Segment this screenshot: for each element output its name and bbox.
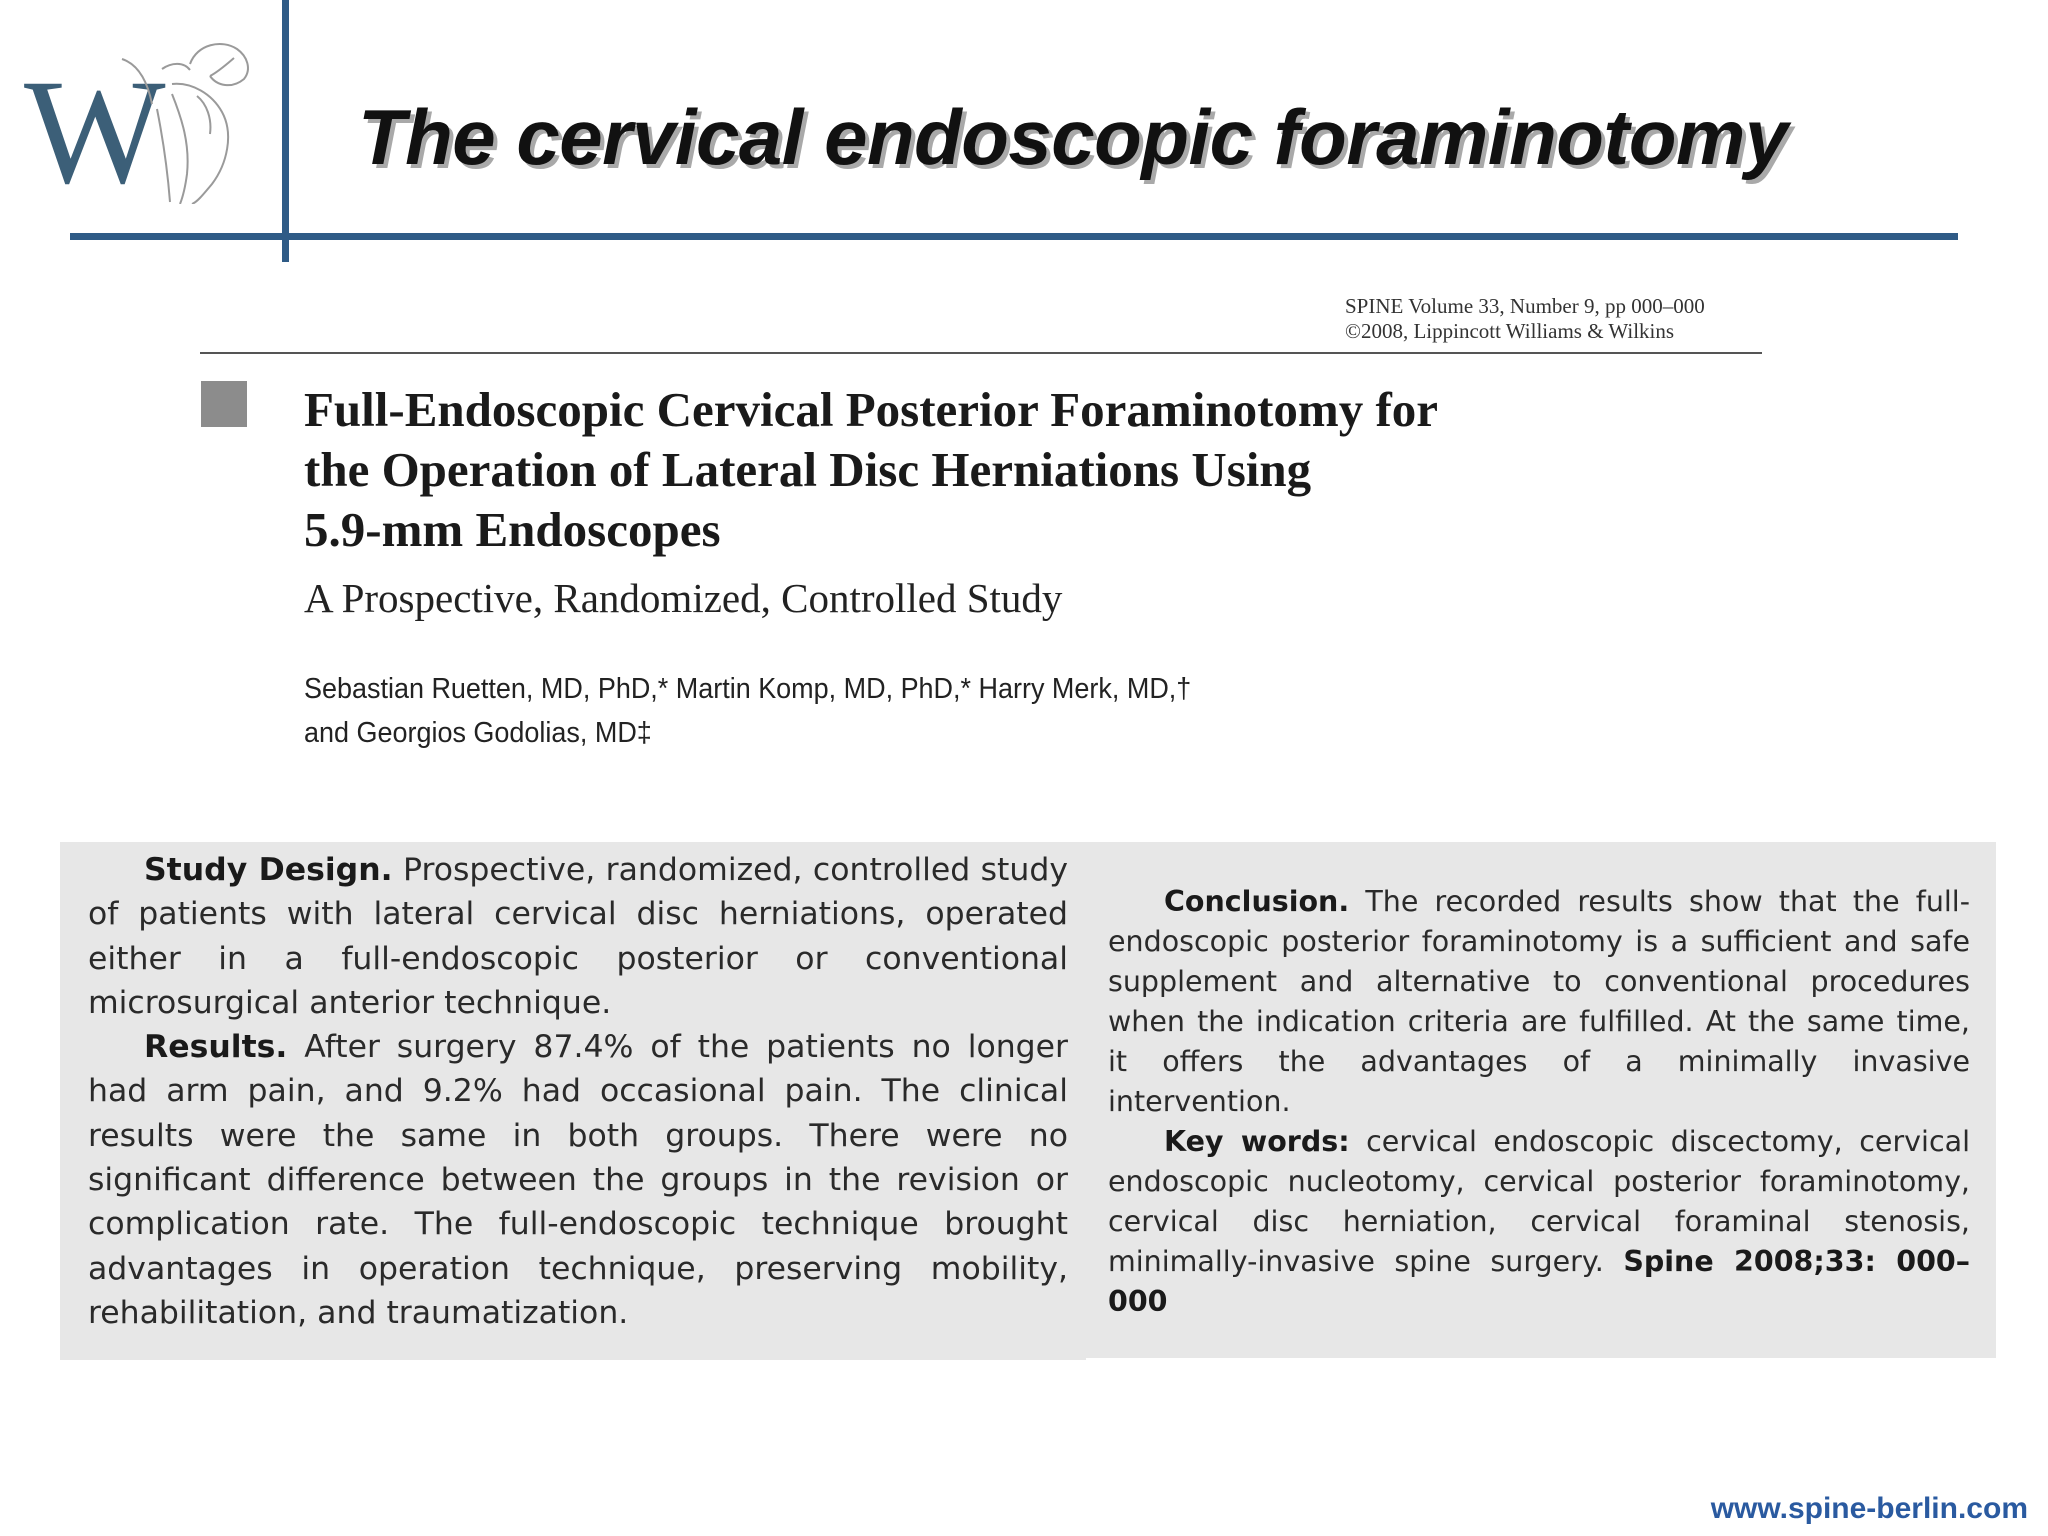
conclusion-label: Conclusion.: [1164, 885, 1350, 918]
study-design-label: Study Design.: [144, 852, 393, 888]
article-title: [304, 380, 1438, 560]
author-line: and Georgios Godolias, MD‡: [304, 717, 652, 749]
article-rule: [200, 352, 1762, 354]
citation-text: Spine 2008;33: 000–000: [1108, 1245, 1970, 1318]
logo-letter: W: [24, 49, 166, 204]
author-line: Sebastian Ruetten, MD, PhD,* Martin Komp, MD, PhD,* Harry Merk, MD,†: [304, 673, 1192, 705]
abstract-column-left: [88, 848, 1068, 1335]
study-design-text: Prospective, randomized, controlled study of patients with lateral cervical disc herniations, operated either in a full-endoscopic posterior or conventional microsurgical anterior technique.: [88, 852, 1069, 1021]
article-title-line: the Operation of Lateral Disc Herniations Using: [304, 442, 1312, 497]
website-link[interactable]: www.spine-berlin.com: [1710, 1492, 2028, 1525]
spine-logo: [22, 24, 282, 204]
results-text: After surgery 87.4% of the patients no longer had arm pain, and 9.2% had occasional pain. The clinical results were the same in both groups. There were no significant difference between the groups in the revision or complication rate. The full-endoscopic technique brought advantages in operation technique, preserving mobility, rehabilitation, and traumatization.: [88, 1029, 1069, 1331]
results-paragraph: [88, 1025, 1068, 1335]
article-subtitle: A Prospective, Randomized, Controlled Study: [304, 575, 1063, 621]
study-design-paragraph: [88, 848, 1068, 1025]
key-words-label: Key words:: [1164, 1125, 1350, 1158]
article-title-line: 5.9-mm Endoscopes: [304, 502, 721, 557]
section-square-marker: [201, 381, 247, 427]
conclusion-paragraph: [1108, 882, 1970, 1122]
abstract-column-right: [1108, 882, 1970, 1322]
article-title-line: Full-Endoscopic Cervical Posterior Foraminotomy for: [304, 382, 1439, 437]
header-horizontal-rule: [70, 233, 1958, 240]
key-words-paragraph: [1108, 1122, 1970, 1322]
article-authors: [304, 667, 1191, 755]
results-label: Results.: [144, 1029, 288, 1066]
header-vertical-rule: [282, 0, 289, 262]
conclusion-text: The recorded results show that the full-endoscopic posterior foraminotomy is a sufficient and safe supplement and alternative to conventional procedures when the indication criteria are fulfilled. At the same time, it offers the advantages of a minimally invasive intervention.: [1108, 885, 1970, 1118]
slide-title: The cervical endoscopic foraminotomy: [358, 93, 1788, 181]
key-words-text: cervical endoscopic discectomy, cervical endoscopic nucleotomy, cervical posterior foraminotomy, cervical disc herniation, cervical foraminal stenosis, minimally-invasive spine surgery.: [1108, 1125, 1971, 1278]
journal-copyright: ©2008, Lippincott Williams & Wilkins: [1345, 319, 1675, 343]
journal-citation: [1345, 294, 1705, 344]
journal-volume: SPINE Volume 33, Number 9, pp 000–000: [1345, 294, 1705, 318]
